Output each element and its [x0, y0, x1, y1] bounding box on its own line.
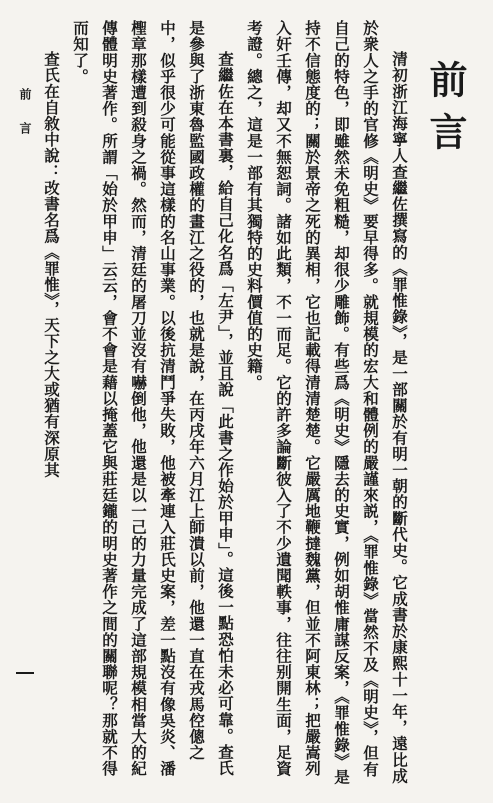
page-title: 前言 [423, 60, 468, 164]
paragraph-1: 清初浙江海寧人查繼佐撰寫的《罪惟錄》，是一部關於有明一朝的斷代史。它成書於康熙十一年，遠比成於衆人之手的官修《明史》要早得多。就規模的宏大和體例的嚴謹來説，《罪惟錄》當然不及《明史》，但有自己的特色，即雖然未免粗糙，却很少雕飾。有些爲《明史》隱去的史實，例如胡惟庸謀反案，《罪惟錄》是持不信態度的；關於景帝之死的異相，它也記載得清清楚楚。它嚴厲地鞭撻魏黨，但並不阿東林；把嚴嵩列入奸壬傳，却又不無恕詞。諸如此類，不一而足。它的許多論斷彼入了不少遺聞軼事，往往别開生面，足資考證。總之，這是一部有其獨特的史料價值的史籍。 [245, 20, 409, 786]
paragraph-2: 查繼佐在本書裏，給自己化名爲「左尹」，並且說「此書之作始於甲申」。這後一點恐怕未必可靠。查氏是參與了浙東魯監國政權的畫江之役的，也就是說，在丙戌年六月江上師潰以前，他還一直在戎馬倥傯之中，似乎很少可能從事這樣的名山事業。以後抗清鬥爭失敗，他被牽連入莊氏史案，差一點沒有像吳炎、潘檉章那樣遭到殺身之禍。然而，清廷的屠刀並沒有嚇倒他，他還是以一己的力量完成了這部規模相當大的紀傳體明史著作。所謂「始於甲申」云云，會不會是藉以掩蓋它與莊廷鑨的明史著作之間的關聯呢？那就不得而知了。 [71, 20, 235, 777]
page-number [16, 672, 17, 673]
paragraph-3: 查氏在自敘中說：改書名爲《罪惟》，天下之大或猶有深原其 [42, 51, 61, 478]
body-text [44, 20, 414, 790]
running-header: 前言 [18, 88, 32, 156]
page-number-mark [16, 672, 34, 674]
